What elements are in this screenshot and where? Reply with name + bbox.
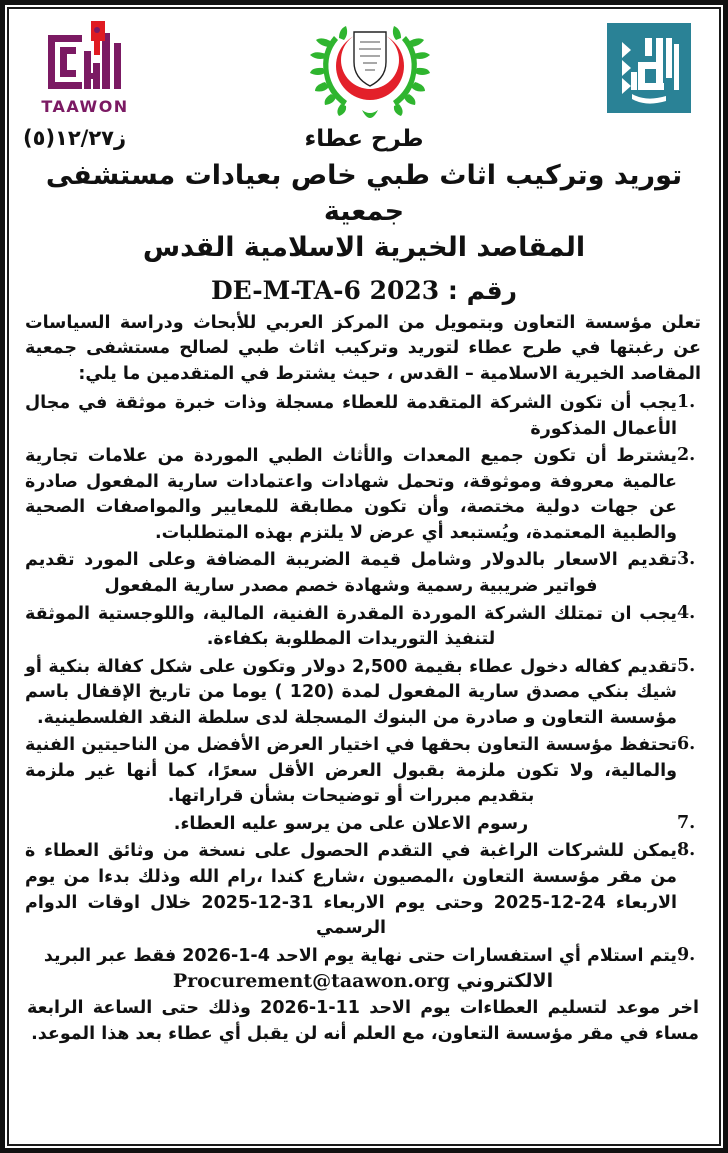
body-block — [15, 311, 713, 1140]
clause-text: يجب أن تكون الشركة المتقدمة للعطاء مسجلة وذات خبرة موثقة في مجال الأعمال المذكورة — [25, 393, 677, 439]
clause-text: يجب ان تمتلك الشركة الموردة المقدرة الفنية، المالية، واللوجستية الموثقة لتنفيذ التوريدات المطلوبة بكفاءة. — [25, 603, 677, 650]
clause-number: 8. — [677, 840, 696, 861]
clause-item — [25, 391, 701, 442]
contact-email[interactable]: Procurement@taawon.org — [172, 970, 450, 993]
clause-number: 9. — [677, 944, 696, 965]
clause-number: 7. — [677, 812, 696, 833]
clause-number: 4. — [677, 602, 696, 623]
page-title — [29, 158, 699, 267]
clause-item — [25, 944, 701, 970]
clause-text: تحتفظ مؤسسة التعاون بحقها في اختيار العرض الأفضل من الناحيتين الفنية والمالية، ولا تكون ملزمة بقبول العرض الأقل سعرًا، كما أنها غير ملزمة بتقديم مبررات أو توضيحات بشأن قراراتها. — [25, 735, 677, 807]
taawon-logo-slot — [37, 19, 133, 117]
taawon-logo — [37, 19, 133, 117]
clause-number: 3. — [677, 549, 696, 570]
clause-list — [25, 391, 701, 969]
clause-number: 2. — [677, 445, 696, 466]
makassed-logo-slot — [310, 16, 430, 120]
email-label: الالكتروني — [456, 970, 554, 993]
clause-number: 6. — [677, 734, 696, 755]
clause-item — [25, 839, 701, 941]
clause-text: يشترط أن تكون جميع المعدات والأثاث الطبي الموردة من علامات تجارية عالمية معروفة وموثوقة، وتحمل شهادات واعتمادات سارية المفعول صادرة عن جهات دولية مختصة، وأن تكون مطابقة للمعايير والمواصفات الصحية والطبية المعتمدة، ويُستبعد أي عرض لا يلتزم بهذه المتطلبات. — [25, 446, 677, 543]
acrps-logo-slot — [607, 23, 691, 113]
clause-item — [25, 444, 701, 546]
clause-text: تقديم الاسعار بالدولار وشامل قيمة الضريبة المضافة وعلى المورد تقديم فواتير ضريبية رسمية وشهادة خصم مصدر سارية المفعول — [25, 550, 677, 597]
tender-number-value: 2023 DE-M-TA-6 — [211, 275, 440, 305]
header-block — [15, 122, 713, 311]
announcement-kicker: طرح عطاء — [304, 126, 424, 152]
clause-item — [25, 733, 701, 810]
clause-text: يمكن للشركات الراغبة في التقدم الحصول على نسخة من وثائق العطاء ة من مقر مؤسسة التعاون ،المصيون ،شارع كندا ،رام الله وذلك بدءا من يوم الاربعاء 24-12-2025 وحتى يوم الاربعاء 31-12-2025 خلال اوقات الدوام الرسمي — [25, 841, 677, 939]
reference-number: ز١٢/٢٧(٥) — [23, 126, 127, 150]
logo-strip — [15, 12, 713, 122]
tender-number — [25, 276, 703, 305]
title-line-2: المقاصد الخيرية الاسلامية القدس — [142, 232, 586, 264]
taawon-wordmark: TAAWON — [41, 97, 129, 116]
clause-text: يتم استلام أي استفسارات حتى نهاية يوم الاحد 4-1-2026 فقط عبر البريد — [43, 945, 677, 966]
clause-text: رسوم الاعلان على من يرسو عليه العطاء. — [173, 813, 529, 834]
clause-item — [25, 655, 701, 732]
clause-item — [25, 812, 701, 838]
clause-number: 5. — [677, 655, 696, 676]
clause-text: تقديم كفاله دخول عطاء بقيمة 2,500 دولار وتكون على شكل كفالة بنكية أو شيك بنكي مصدق سارية المفعول لمدة (120 ) يوما من تاريخ الإقفال باسم مؤسسة التعاون و صادرة من البنوك المسجلة لدى سلطة النقد الفلسطينية. — [25, 656, 677, 728]
clause-item — [25, 548, 701, 599]
title-line-1: توريد وتركيب اثاث طبي خاص بعيادات مستشفى جمعية — [45, 160, 683, 228]
closing-paragraph: اخر موعد لتسليم العطاءات يوم الاحد 11-1-2026 وذلك حتى الساعة الرابعة مساء في مقر مؤسسة التعاون، مع العلم أنه لن يقبل أي عطاء بعد هذا الموعد. — [27, 998, 700, 1044]
intro-paragraph: تعلن مؤسسة التعاون وبتمويل من المركز العربي للأبحاث ودراسة السياسات عن رغبتها في طرح عطاء لتوريد وتركيب اثاث طبي لصالح مستشفى جمعية المقاصد الخيرية الاسلامية – القدس ، حيث يشترط في المتقدمين ما يلي: — [25, 312, 701, 385]
document-body — [7, 7, 721, 1146]
makassed-logo — [310, 16, 430, 120]
frame-gap — [5, 5, 723, 1148]
acrps-logo — [607, 23, 691, 113]
clause-item — [25, 602, 701, 653]
clause-number: 1. — [677, 392, 696, 413]
contact-email-line — [25, 970, 701, 992]
tender-number-label: رقم : — [447, 275, 517, 305]
